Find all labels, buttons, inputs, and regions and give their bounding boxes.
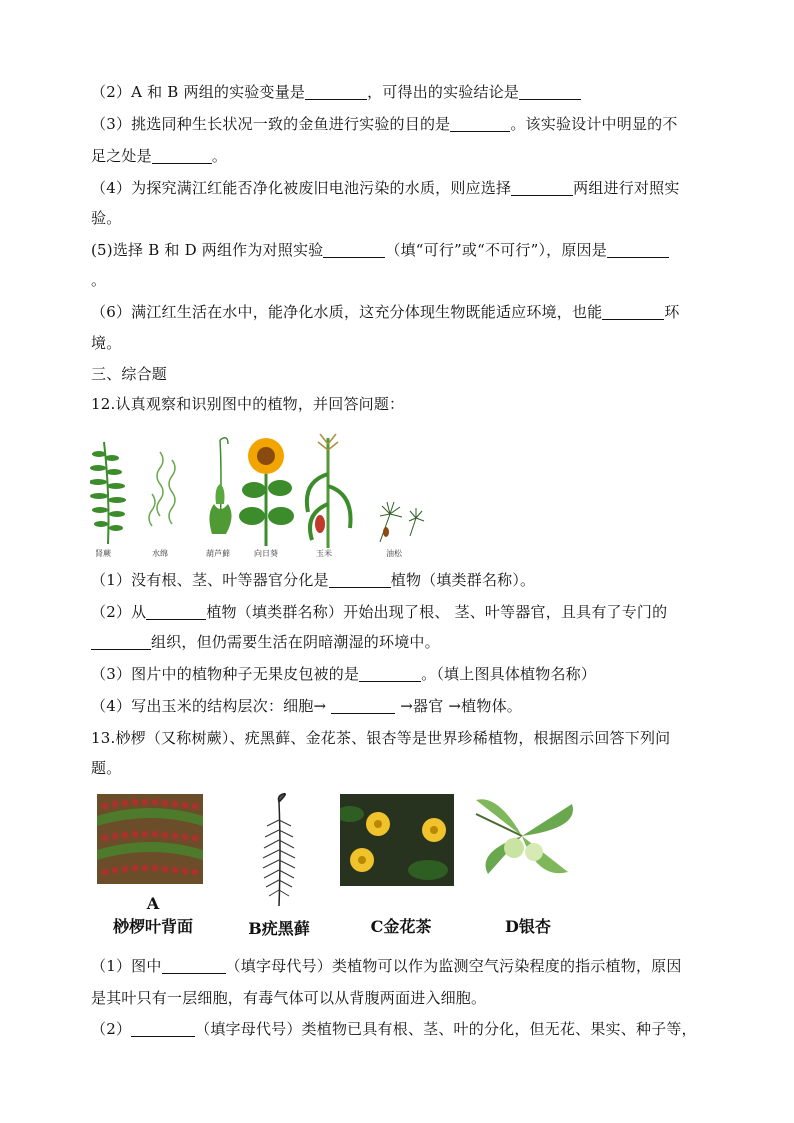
answer-blank[interactable] xyxy=(162,959,226,974)
plants-figure xyxy=(90,424,430,564)
pine-illustration xyxy=(380,502,424,542)
q12-part1: （1）没有根、茎、叶等器官分化是 植物（填类群名称）。 xyxy=(91,571,536,589)
q11-part6: （6）满江红生活在水中，能净化水质，这充分体现生物既能适应环境，也能 环 xyxy=(91,303,680,321)
q12-part3: （3）图片中的植物种子无果皮包被的是 。（填上图具体植物名称） xyxy=(91,665,597,683)
answer-blank[interactable] xyxy=(602,305,664,320)
answer-blank[interactable] xyxy=(305,85,367,100)
answer-blank[interactable] xyxy=(359,667,421,682)
answer-blank[interactable] xyxy=(519,85,581,100)
q13-part2: （2） （填字母代号）类植物已具有根、茎、叶的分化，但无花、果实、种子等， xyxy=(91,1020,697,1038)
tree-fern-photo xyxy=(97,794,203,884)
corn-illustration xyxy=(307,434,351,548)
ginkgo-illustration xyxy=(468,794,578,880)
plant-label-pine: 油松 xyxy=(386,549,402,558)
plant-label-corn: 玉米 xyxy=(316,549,332,558)
q13-part1: （1）图中 （填字母代号）类植物可以作为监测空气污染程度的指示植物，原因 xyxy=(91,957,682,975)
q11-part4: （4）为探究满江红能否净化被废旧电池污染的水质，则应选择 两组进行对照实 xyxy=(91,179,680,197)
q12-part2: （2）从 植物（填类群名称）开始出现了根、 茎、叶等器官，且具有了专门的 xyxy=(91,603,668,621)
moss-sketch xyxy=(255,790,303,910)
caption-a-letter: A xyxy=(146,894,160,913)
moss-illustration xyxy=(209,438,231,534)
q11-part3: （3）挑选同种生长状况一致的金鱼进行实验的目的是 。该实验设计中明显的不 xyxy=(91,115,678,133)
caption-b: B疣黑藓 xyxy=(248,919,310,938)
q13-stem-cont: 题。 xyxy=(91,759,122,777)
answer-blank[interactable] xyxy=(331,699,395,714)
q11-part5-cont: 。 xyxy=(91,271,107,289)
plant-label-moss: 葫芦藓 xyxy=(206,549,230,558)
answer-blank[interactable] xyxy=(146,605,206,620)
q11-part6-cont: 境。 xyxy=(91,334,122,352)
plant-label-sunflower: 向日葵 xyxy=(254,549,278,558)
q12-part2-cont: 组织，但仍需要生活在阴暗潮湿的环境中。 xyxy=(91,632,706,652)
answer-blank[interactable] xyxy=(152,149,212,164)
q12-stem: 12.认真观察和识别图中的植物，并回答问题： xyxy=(91,395,405,413)
caption-d: D银杏 xyxy=(505,917,551,936)
q12-part4: （4）写出玉米的结构层次：细胞→ →器官 →植物体。 xyxy=(91,697,522,715)
answer-blank[interactable] xyxy=(450,117,510,132)
plant-label-fern: 肾蕨 xyxy=(95,549,111,558)
fern-illustration xyxy=(90,442,126,544)
answer-blank[interactable] xyxy=(511,181,573,196)
answer-blank[interactable] xyxy=(131,1022,195,1037)
answer-blank[interactable] xyxy=(91,635,151,650)
answer-blank[interactable] xyxy=(607,243,669,258)
section-heading: 三、综合题 xyxy=(91,365,168,383)
q13-stem: 13.桫椤（又称树蕨）、疣黑藓、金花茶、银杏等是世界珍稀植物，根据图示回答下列问 xyxy=(91,729,671,747)
caption-a: 桫椤叶背面 xyxy=(112,917,193,936)
golden-camellia-photo xyxy=(340,794,454,886)
plant-label-spirogyra: 水绵 xyxy=(152,549,168,558)
q13-part1-cont: 是其叶只有一层细胞，有毒气体可以从背腹两面进入细胞。 xyxy=(91,989,487,1007)
q11-part5: (5)选择 B 和 D 两组作为对照实验 （填“可行”或“不可行”），原因是 xyxy=(91,240,706,260)
spirogyra-illustration xyxy=(149,452,175,526)
answer-blank[interactable] xyxy=(329,573,391,588)
sunflower-illustration xyxy=(239,438,294,546)
q11-part4-cont: 验。 xyxy=(91,209,122,227)
caption-c: C金花茶 xyxy=(370,917,432,936)
q11-part3-cont: 足之处是 。 xyxy=(91,147,228,165)
answer-blank[interactable] xyxy=(323,243,385,258)
q11-part2: （2）A 和 B 两组的实验变量是 ，可得出的实验结论是 xyxy=(91,82,706,102)
